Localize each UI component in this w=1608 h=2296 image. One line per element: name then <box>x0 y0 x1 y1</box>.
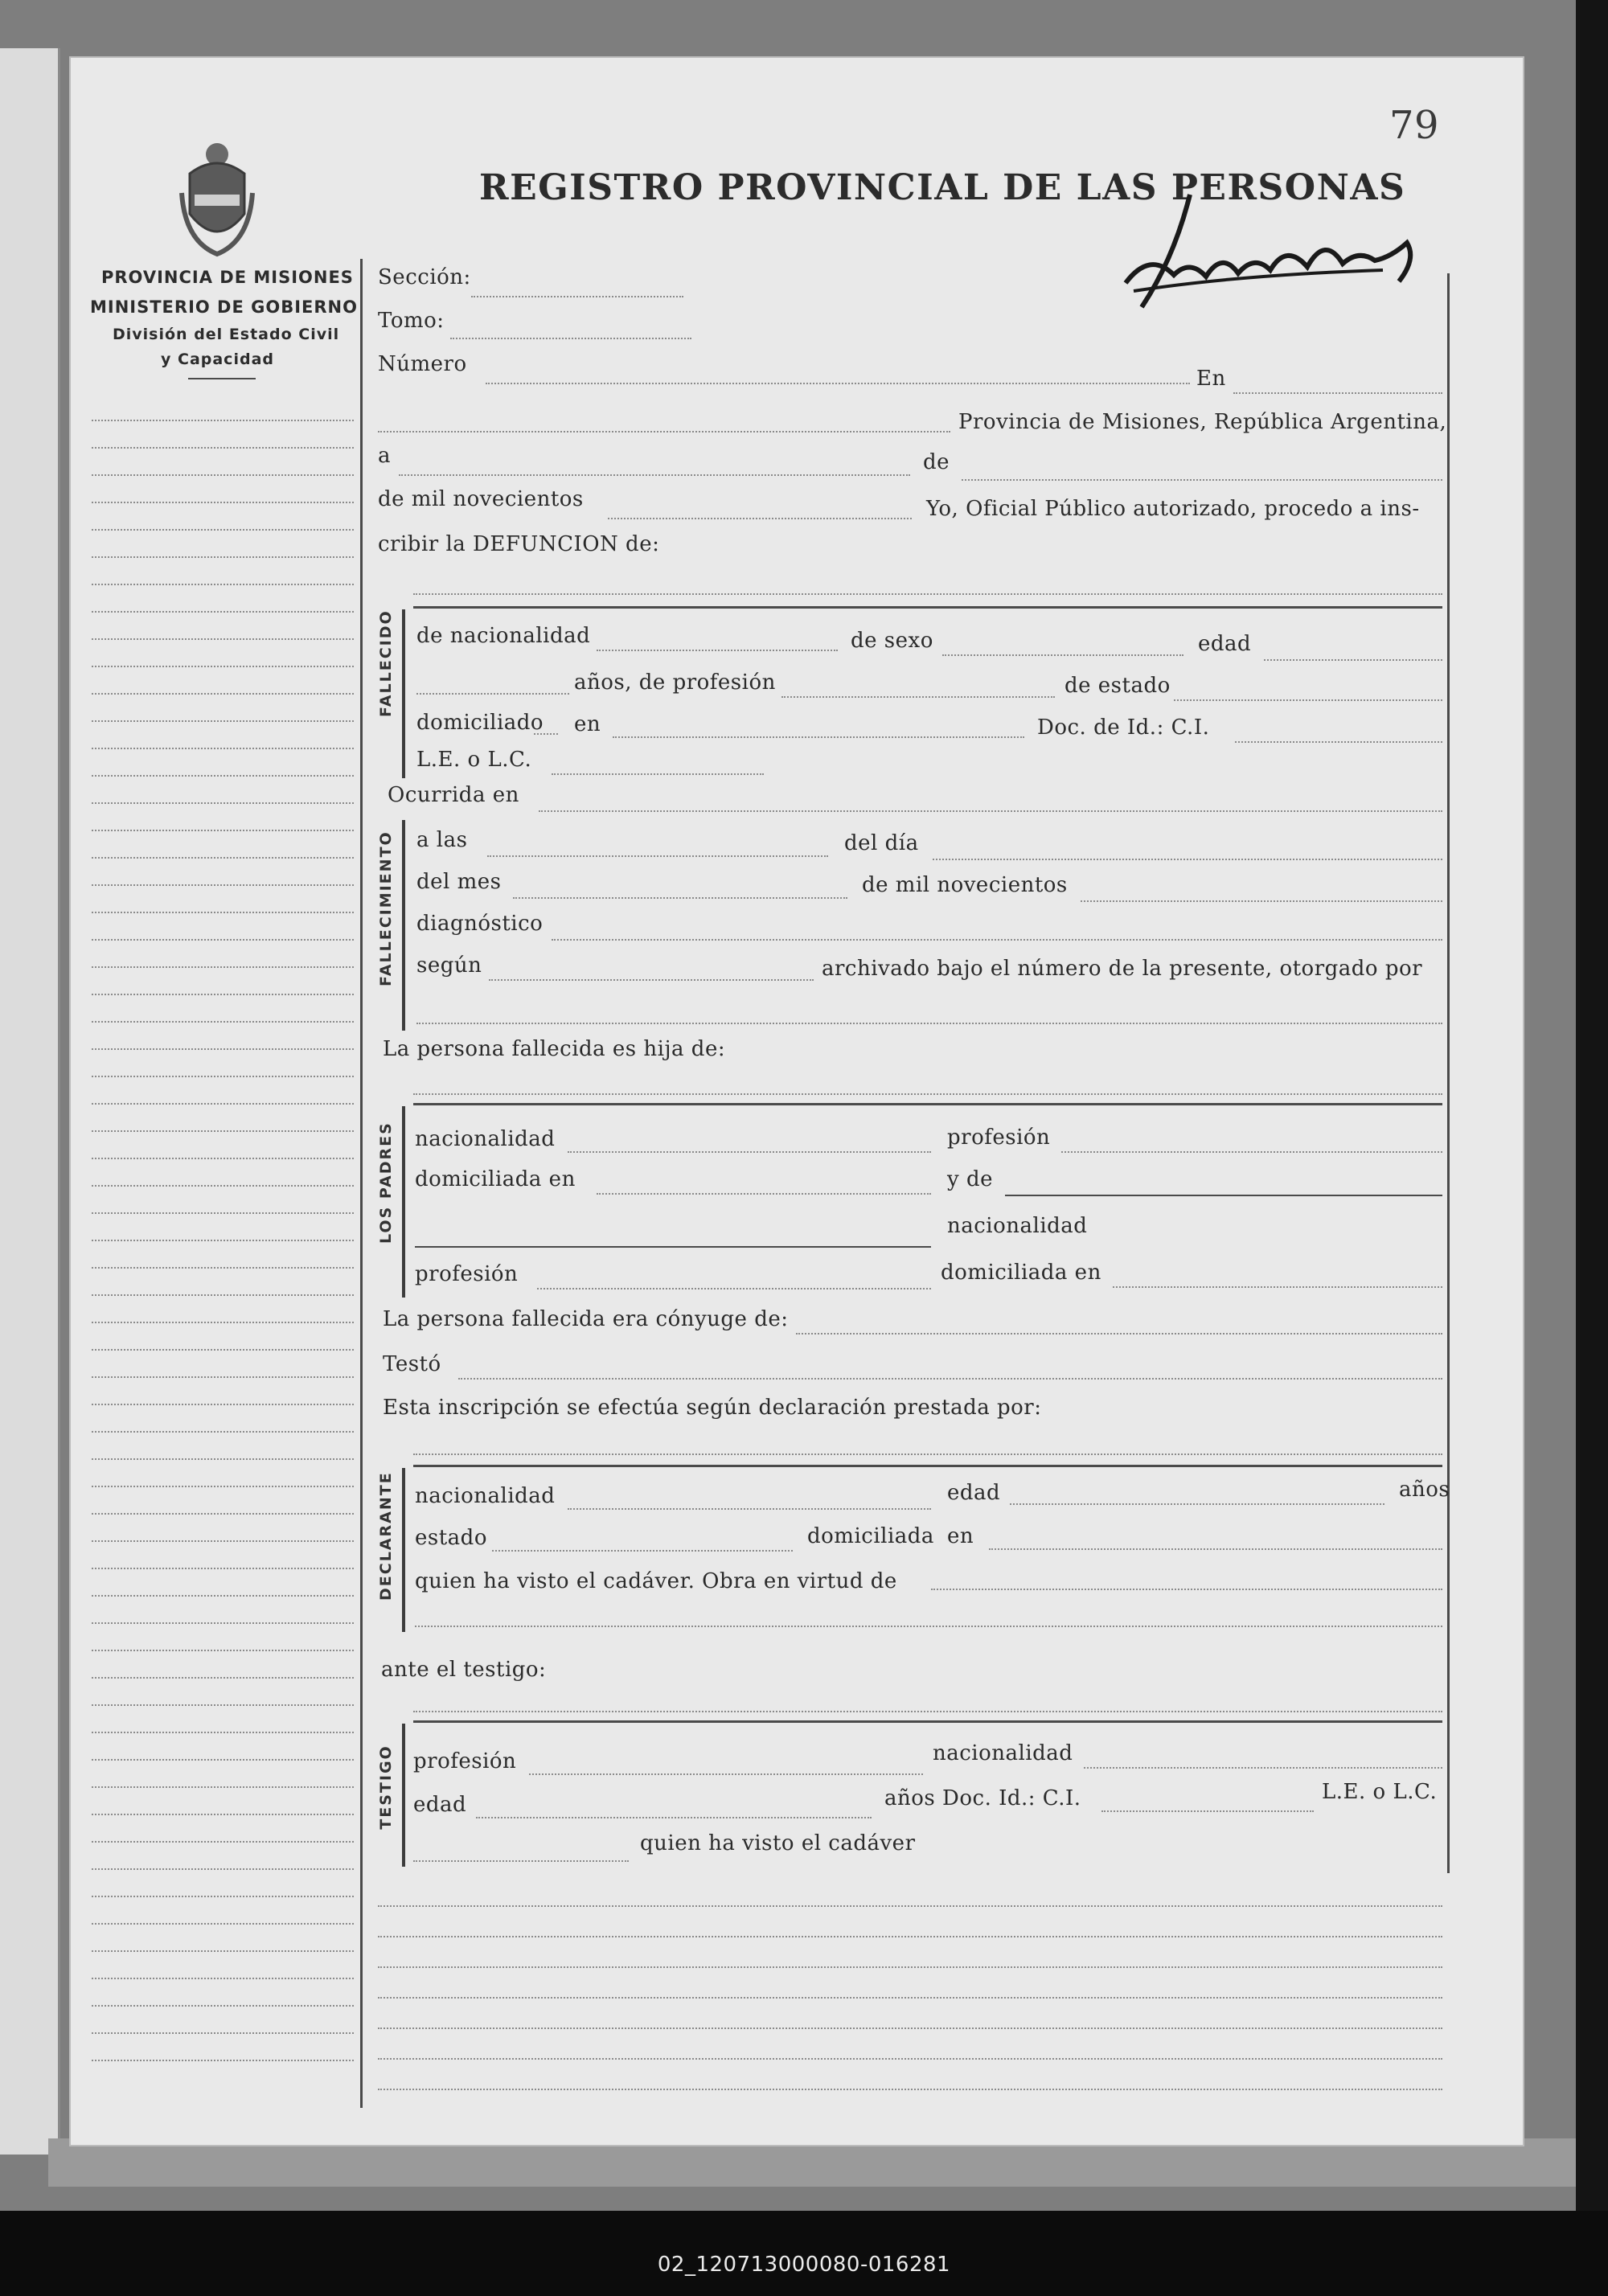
field-anios-fallecido[interactable] <box>416 693 569 695</box>
label-y-de: y de <box>947 1167 993 1191</box>
margin-rule-line <box>92 1240 354 1241</box>
margin-rule-line <box>92 1158 354 1159</box>
label-doc-id: Doc. de Id.: C.I. <box>1037 715 1210 740</box>
margin-rule-line <box>92 720 354 722</box>
label-profesion-madre: profesión <box>415 1262 519 1286</box>
margin-rule-line <box>92 666 354 667</box>
label-sexo: de sexo <box>851 629 933 653</box>
margin-rule-line <box>92 1814 354 1815</box>
label-le-lc-testigo: L.E. o L.C. <box>1322 1780 1438 1804</box>
padres-top-line <box>413 1103 1442 1105</box>
margin-divider <box>360 259 363 2108</box>
label-domiciliada-declarante: domiciliada <box>807 1524 934 1548</box>
field-obra-en-virtud[interactable] <box>931 1589 1442 1590</box>
label-oficial: Yo, Oficial Público autorizado, procedo a ins- <box>926 497 1420 521</box>
field-le-lc-testigo[interactable] <box>413 1860 629 1862</box>
margin-rule-line <box>92 693 354 695</box>
padres-section-label: LOS PADRES <box>377 1121 395 1244</box>
margin-rule-line <box>92 502 354 503</box>
testigo-top-line <box>413 1720 1442 1723</box>
margin-rule-line <box>92 966 354 968</box>
margin-rule-line <box>92 1404 354 1405</box>
label-nacionalidad-declarante: nacionalidad <box>415 1484 556 1508</box>
margin-rule-line <box>92 638 354 640</box>
field-testo[interactable] <box>458 1378 1442 1380</box>
margin-rule-line <box>92 474 354 476</box>
field-nombre-fallecido[interactable] <box>413 593 1442 595</box>
field-tomo[interactable] <box>450 338 691 339</box>
margin-rule-line <box>92 1021 354 1023</box>
margin-rule-line <box>92 1650 354 1651</box>
margin-rule-line <box>92 529 354 531</box>
notes-rule-line <box>378 2027 1442 2029</box>
header-underline <box>188 378 256 379</box>
margin-rule-line <box>92 939 354 941</box>
field-dia[interactable] <box>933 859 1442 860</box>
margin-rule-line <box>92 775 354 777</box>
label-inscribir: cribir la DEFUNCION de: <box>378 532 660 556</box>
margin-rule-line <box>92 830 354 831</box>
header-ministerio: MINISTERIO DE GOBIERNO <box>90 297 358 317</box>
margin-rule-line <box>92 1677 354 1679</box>
margin-rule-line <box>92 1978 354 1979</box>
image-caption: 02_120713000080-016281 <box>657 2253 951 2277</box>
margin-rule-line <box>92 748 354 749</box>
label-en-declarante: en <box>947 1524 974 1548</box>
notes-rule-line <box>378 1936 1442 1937</box>
adjacent-page <box>0 48 60 2155</box>
field-hora[interactable] <box>487 855 828 857</box>
field-domicilio-madre[interactable] <box>1113 1286 1442 1288</box>
testigo-section-label: TESTIGO <box>377 1745 395 1830</box>
label-segun: según <box>416 953 482 978</box>
declarante-bracket <box>402 1468 405 1632</box>
field-domicilio-padre[interactable] <box>597 1193 931 1195</box>
field-mes[interactable] <box>513 897 847 899</box>
label-testo: Testó <box>383 1352 441 1376</box>
field-seccion[interactable] <box>471 296 683 297</box>
label-anios-doc-testigo: años Doc. Id.: C.I. <box>884 1786 1081 1810</box>
label-conyuge: La persona fallecida era cónyuge de: <box>383 1307 789 1331</box>
margin-rule-line <box>92 1595 354 1597</box>
fallecido-section-label: FALLECIDO <box>377 609 395 717</box>
margin-rule-line <box>92 1076 354 1077</box>
label-en: En <box>1196 367 1226 391</box>
margin-rule-line <box>92 2032 354 2034</box>
signature <box>1118 187 1439 315</box>
notes-rule-line <box>378 2058 1442 2060</box>
field-profesion-fallecido[interactable] <box>781 696 1055 698</box>
label-nacionalidad-padre: nacionalidad <box>415 1127 556 1151</box>
margin-rule-line <box>92 1540 354 1542</box>
fallecido-bracket <box>402 609 405 778</box>
label-numero: Número <box>378 352 467 376</box>
label-a: a <box>378 444 392 468</box>
header-provincia: PROVINCIA DE MISIONES <box>101 268 354 287</box>
field-ocurrida[interactable] <box>539 810 1442 812</box>
margin-rule-line <box>92 1130 354 1132</box>
label-mil-novecientos-fallecimiento: de mil novecientos <box>862 873 1068 897</box>
field-ci-testigo[interactable] <box>1101 1810 1314 1812</box>
margin-rule-line <box>92 1431 354 1433</box>
margin-rule-line <box>92 912 354 913</box>
field-estado-fallecido[interactable] <box>1174 699 1442 701</box>
label-ante-testigo: ante el testigo: <box>381 1658 547 1682</box>
label-declaracion: Esta inscripción se efectúa según declaración prestada por: <box>383 1396 1042 1420</box>
margin-rule-line <box>92 1841 354 1843</box>
label-edad-fallecido: edad <box>1198 632 1252 656</box>
label-del-mes: del mes <box>416 870 502 894</box>
margin-rule-line <box>92 611 354 613</box>
label-visto-testigo: quien ha visto el cadáver <box>640 1831 916 1855</box>
label-nacionalidad-fallecido: de nacionalidad <box>416 624 591 648</box>
margin-rule-line <box>92 1322 354 1323</box>
label-domiciliada-madre: domiciliada en <box>941 1261 1101 1285</box>
margin-rule-line <box>92 1568 354 1569</box>
label-a-las: a las <box>416 828 468 852</box>
label-profesion-testigo: profesión <box>413 1749 517 1773</box>
margin-rule-line <box>92 1786 354 1788</box>
notes-rule-line <box>378 2089 1442 2090</box>
field-estado-declarante[interactable] <box>492 1550 793 1552</box>
label-le-lc: L.E. o L.C. <box>416 748 532 772</box>
margin-rule-line <box>92 2060 354 2061</box>
declarante-section-label: DECLARANTE <box>377 1471 395 1601</box>
margin-rule-line <box>92 1103 354 1105</box>
fallecido-top-line <box>413 606 1442 609</box>
notes-rule-line <box>378 1997 1442 1999</box>
padres-bracket <box>402 1106 405 1298</box>
label-estado-declarante: estado <box>415 1526 487 1550</box>
field-diagnostico[interactable] <box>552 939 1442 941</box>
margin-rule-line <box>92 1048 354 1050</box>
margin-rule-line <box>92 1622 354 1624</box>
label-nacionalidad-madre: nacionalidad <box>947 1214 1088 1238</box>
label-visto-declarante: quien ha visto el cadáver. Obra en virtud de <box>415 1569 897 1593</box>
margin-rule-line <box>92 1486 354 1487</box>
label-domiciliado: domiciliado <box>416 711 544 735</box>
coat-of-arms-icon <box>177 137 257 257</box>
label-seccion: Sección: <box>378 265 471 289</box>
label-de: de <box>923 450 950 474</box>
field-madre[interactable] <box>1005 1195 1442 1196</box>
margin-rule-line <box>92 1759 354 1761</box>
margin-rule-line <box>92 1868 354 1870</box>
field-nacionalidad-padre[interactable] <box>568 1151 931 1153</box>
field-conyuge[interactable] <box>796 1333 1442 1335</box>
field-nacionalidad-madre-line[interactable] <box>415 1246 931 1248</box>
margin-rule-line <box>92 857 354 859</box>
label-anios-profesion: años, de profesión <box>574 670 776 695</box>
notes-rule-line <box>378 1905 1442 1907</box>
right-border <box>1447 273 1450 1873</box>
field-domicilio-fallecido[interactable] <box>613 736 1024 738</box>
field-en[interactable] <box>1233 392 1442 394</box>
margin-rule-line <box>92 1267 354 1269</box>
label-hija-de: La persona fallecida es hija de: <box>383 1037 726 1061</box>
field-numero[interactable] <box>486 383 1190 384</box>
label-en-fallecido: en <box>574 712 601 736</box>
header-capacidad: y Capacidad <box>161 351 274 368</box>
field-domicilio-declarante[interactable] <box>989 1548 1442 1550</box>
label-edad-declarante: edad <box>947 1481 1001 1505</box>
margin-rule-line <box>92 1896 354 1897</box>
testigo-bracket <box>402 1724 405 1867</box>
margin-rule-line <box>92 584 354 585</box>
field-padre[interactable] <box>413 1093 1442 1095</box>
field-edad-testigo[interactable] <box>476 1817 872 1818</box>
fallecimiento-section-label: FALLECIMIENTO <box>377 830 395 986</box>
label-del-dia: del día <box>844 831 919 855</box>
margin-rule-line <box>92 556 354 558</box>
label-mil-novecientos: de mil novecientos <box>378 487 584 511</box>
margin-rule-line <box>92 802 354 804</box>
field-sexo[interactable] <box>942 654 1183 656</box>
margin-rule-line <box>92 1950 354 1952</box>
field-anio[interactable] <box>608 518 912 519</box>
declarante-top-line <box>413 1465 1442 1467</box>
label-provincia: Provincia de Misiones, República Argentina, <box>958 410 1447 434</box>
label-tomo: Tomo: <box>378 309 445 333</box>
label-archivado: archivado bajo el número de la presente, otorgado por <box>822 957 1423 981</box>
field-declarante-extra[interactable] <box>415 1626 1442 1627</box>
field-profesion-testigo[interactable] <box>529 1773 923 1775</box>
header-division: División del Estado Civil <box>113 326 340 343</box>
label-profesion-padre: profesión <box>947 1125 1051 1150</box>
field-profesion-madre[interactable] <box>537 1288 931 1289</box>
field-testigo[interactable] <box>413 1711 1442 1712</box>
field-doc-id[interactable] <box>1235 741 1442 743</box>
margin-rule-line <box>92 2005 354 2007</box>
margin-rule-line <box>92 1294 354 1296</box>
label-nacionalidad-testigo: nacionalidad <box>933 1741 1073 1765</box>
label-ocurrida: Ocurrida en <box>388 783 519 807</box>
margin-rule-line <box>92 1923 354 1925</box>
notes-rule-line <box>378 1966 1442 1968</box>
label-estado-fallecido: de estado <box>1064 674 1171 698</box>
label-edad-testigo: edad <box>413 1793 467 1817</box>
page-title: REGISTRO PROVINCIAL DE LAS PERSONAS <box>479 167 1406 208</box>
field-profesion-padre[interactable] <box>1061 1151 1442 1153</box>
label-anios-declarante: años <box>1399 1478 1450 1502</box>
margin-rule-line <box>92 1185 354 1187</box>
field-le-lc[interactable] <box>552 773 764 775</box>
field-a[interactable] <box>399 474 910 476</box>
label-domiciliada-padre: domiciliada en <box>415 1167 576 1191</box>
margin-rule-line <box>92 884 354 886</box>
margin-rule-line <box>92 1376 354 1378</box>
page-number: 79 <box>1389 103 1440 148</box>
margin-rule-line <box>92 1513 354 1515</box>
field-edad-fallecido[interactable] <box>1264 659 1442 661</box>
field-anio-fallecimiento[interactable] <box>1081 900 1442 902</box>
field-nacionalidad-fallecido[interactable] <box>597 650 838 651</box>
field-edad-declarante[interactable] <box>1010 1503 1384 1505</box>
margin-rule-line <box>92 1349 354 1351</box>
fallecimiento-bracket <box>402 820 405 1031</box>
margin-rule-line <box>92 420 354 421</box>
margin-rule-line <box>92 1704 354 1706</box>
margin-rule-line <box>92 1212 354 1214</box>
field-nacionalidad-testigo[interactable] <box>1084 1767 1442 1769</box>
field-declarante[interactable] <box>413 1453 1442 1455</box>
field-otorgado-por[interactable] <box>416 1023 1442 1024</box>
field-nacionalidad-declarante[interactable] <box>568 1508 931 1510</box>
margin-rule-line <box>92 447 354 449</box>
margin-rule-line <box>92 994 354 995</box>
field-de[interactable] <box>962 479 1442 481</box>
label-diagnostico: diagnóstico <box>416 912 544 936</box>
margin-rule-line <box>92 1458 354 1460</box>
field-domiciliado[interactable] <box>534 733 558 735</box>
field-lugar[interactable] <box>378 431 950 433</box>
margin-rule-line <box>92 1732 354 1733</box>
field-segun[interactable] <box>489 979 814 981</box>
